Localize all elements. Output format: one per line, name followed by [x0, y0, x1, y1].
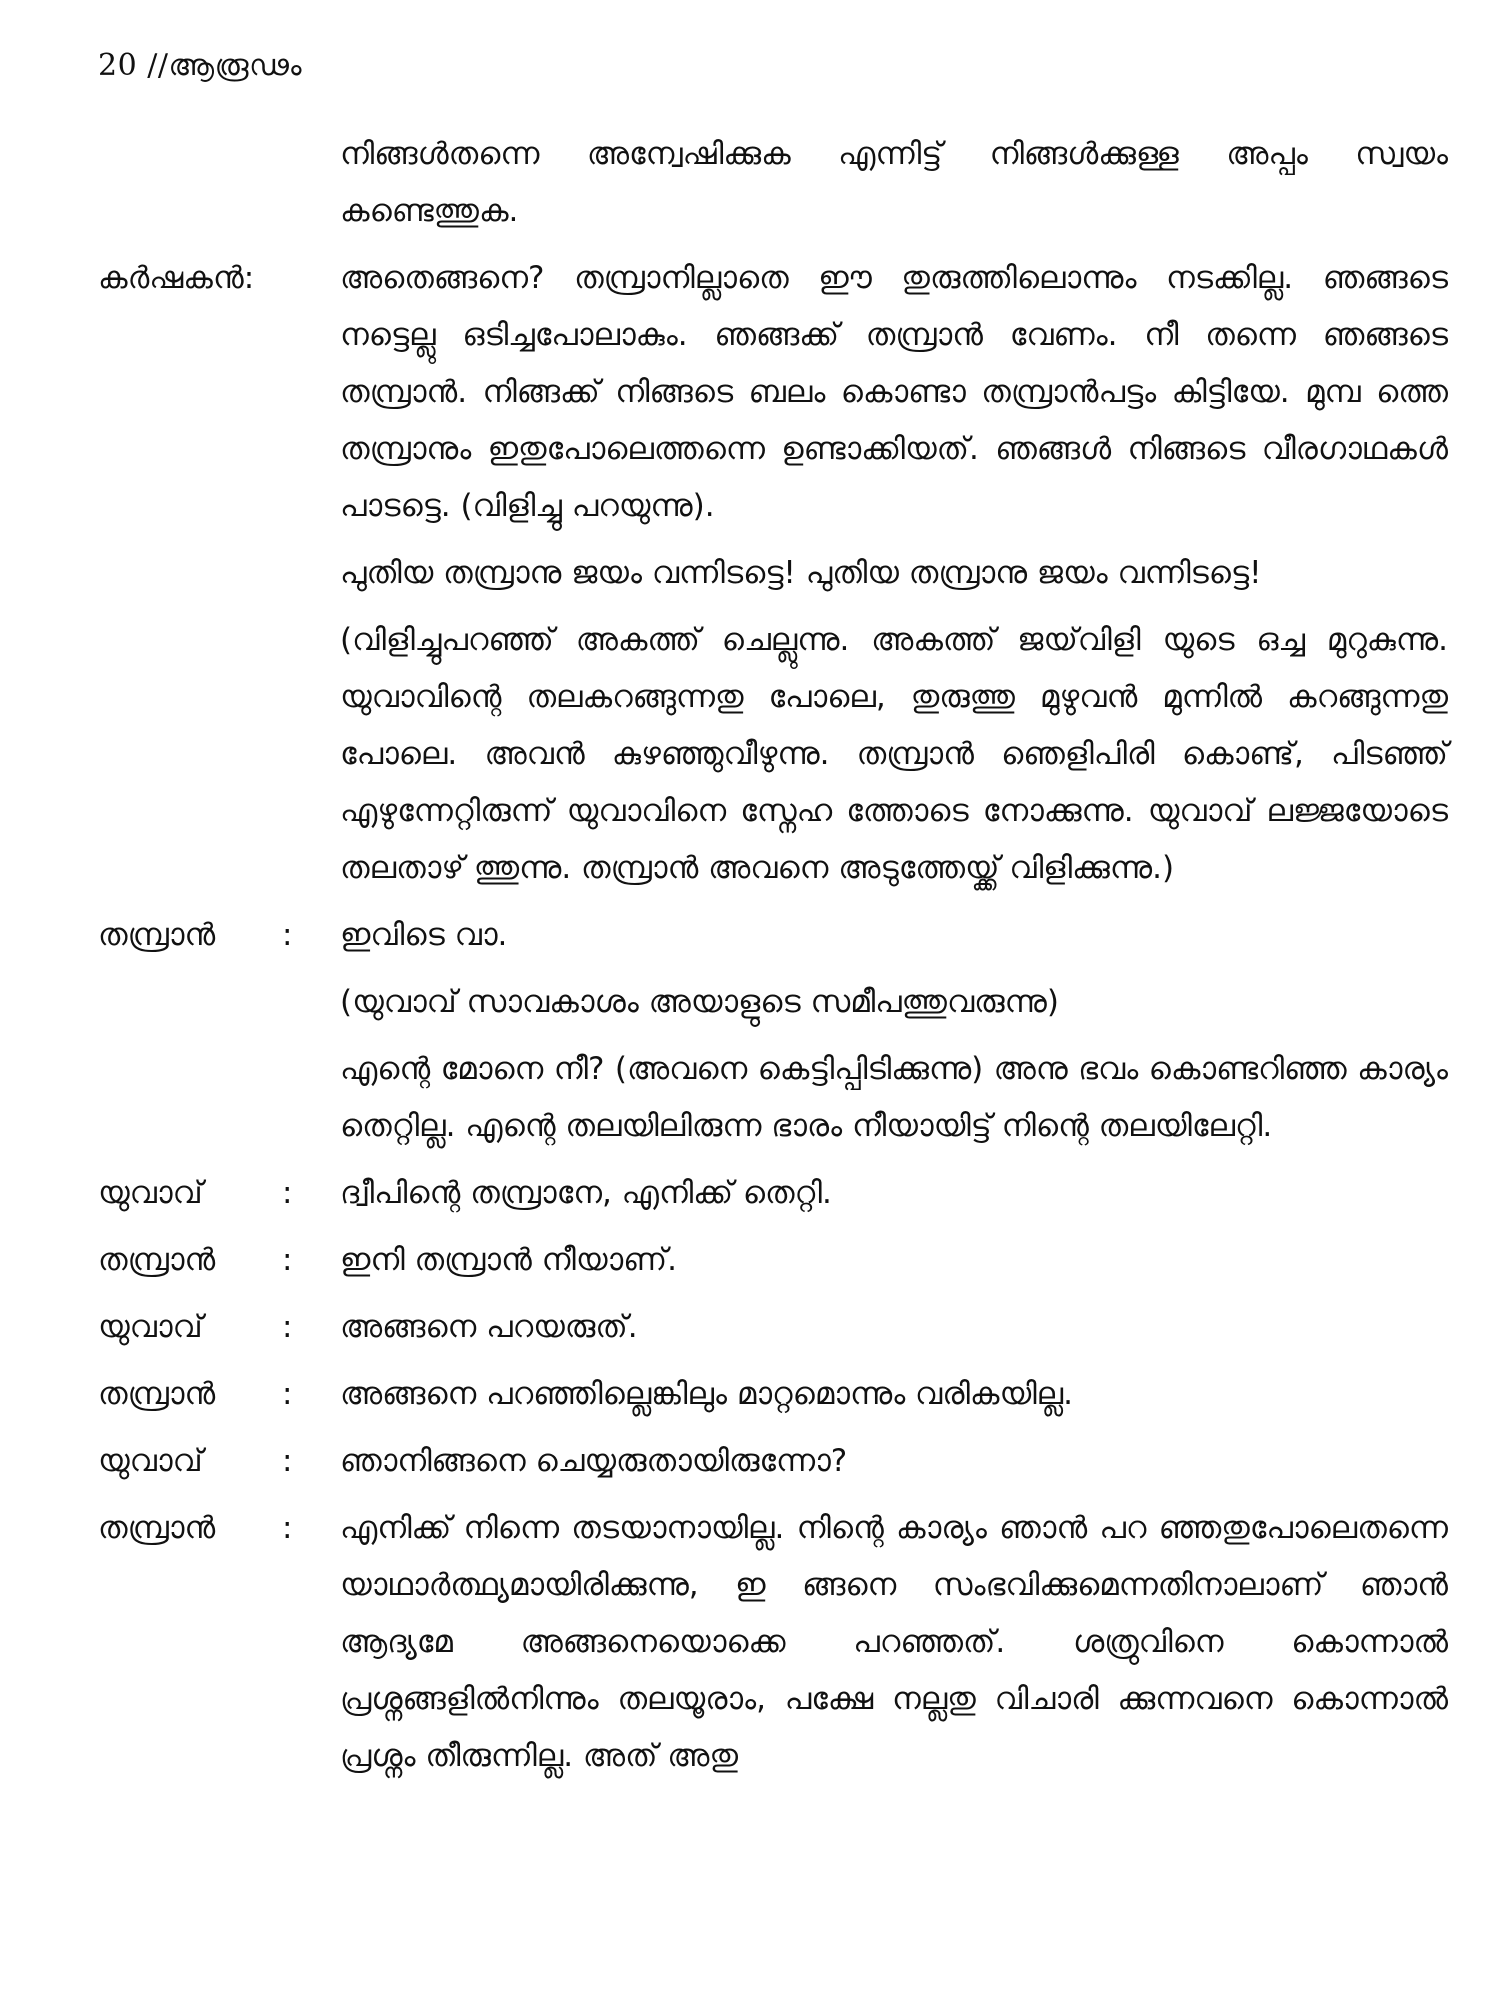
speaker-colon: :: [282, 1309, 293, 1345]
dialogue-entry-thampran: [98, 1500, 1448, 1785]
dialogue-entry-thampran: [98, 907, 1448, 964]
dialogue-entry-farmer: [98, 250, 1448, 535]
speaker-name: യുവാവ്: [98, 1175, 203, 1211]
dialogue-text: ഇവിടെ വാ.: [340, 917, 508, 953]
speaker-name: തമ്പ്രാൻ: [98, 1510, 216, 1546]
dialogue-text: അതെങ്ങനെ? തമ്പ്രാനില്ലാതെ ഈ തുരുത്തിലൊന്നും നടക്കില്ല. ഞങ്ങടെ നട്ടെല്ലു ഒടിച്ചപോലാകും. ഞങ്ങക്ക് തമ്പ്രാൻ വേണം. നീ തന്നെ ഞങ്ങടെ തമ്പ്രാൻ. നിങ്ങക്ക് നിങ്ങടെ ബലം കൊണ്ടാ തമ്പ്രാൻപട്ടം കിട്ടിയേ. മുമ്പ ത്തെ തമ്പ്രാനും ഇതുപോലെത്തന്നെ ഉണ്ടാക്കിയത്. ഞങ്ങൾ നിങ്ങടെ വീരഗാഥകൾ പാടട്ടെ. (വിളിച്ചു പറയുന്നു).: [340, 260, 1448, 524]
speaker-colon: :: [282, 917, 293, 953]
speaker-colon: :: [282, 1242, 293, 1278]
stage-direction: (യുവാവ് സാവകാശം അയാളുടെ സമീപത്തുവരുന്നു): [340, 984, 1059, 1020]
speaker-name: യുവാവ്: [98, 1309, 203, 1345]
dialogue-text: ഞാനിങ്ങനെ ചെയ്യരുതായിരുന്നോ?: [340, 1443, 848, 1479]
stage-direction: (വിളിച്ചുപറഞ്ഞ് അകത്ത് ചെല്ലുന്നു. അകത്ത് ജയ്‌വിളി യുടെ ഒച്ച മുറുകുന്നു. യുവാവിന്റെ തലകറങ്ങുന്നതു പോലെ, തുരുത്തു മുഴുവൻ മുന്നിൽ കറങ്ങുന്നതു പോലെ. അവൻ കുഴഞ്ഞുവീഴുന്നു. തമ്പ്രാൻ ഞെളിപിരി കൊണ്ട്, പിടഞ്ഞ് എഴുന്നേറ്റിരുന്ന് യുവാവിനെ സ്നേഹ ത്തോടെ നോക്കുന്നു. യുവാവ് ലജ്ജയോടെ തലതാഴ് ത്തുന്നു. തമ്പ്രാൻ അവനെ അടുത്തേയ്ക്ക് വിളിക്കുന്നു.): [340, 622, 1448, 886]
speaker-colon: :: [282, 1376, 293, 1412]
intro-paragraph: നിങ്ങൾതന്നെ അന്വേഷിക്കുക എന്നിട്ട് നിങ്ങൾക്കുള്ള അപ്പം സ്വയം കണ്ടെത്തുക.: [340, 136, 1448, 229]
speaker-name: യുവാവ്: [98, 1443, 203, 1479]
dialogue-continuation: പുതിയ തമ്പ്രാനു ജയം വന്നിടട്ടെ! പുതിയ തമ്പ്രാനു ജയം വന്നിടട്ടെ!: [340, 555, 1262, 591]
speaker-name: തമ്പ്രാൻ: [98, 1242, 216, 1278]
dialogue-text: ഇനി തമ്പ്രാൻ നീയാണ്.: [340, 1242, 677, 1278]
page-header: 20 //ആരൂഢം: [98, 48, 303, 83]
speaker-name: തമ്പ്രാൻ: [98, 1376, 216, 1412]
dialogue-text: എനിക്ക് നിന്നെ തടയാനായില്ല. നിന്റെ കാര്യം ഞാൻ പറ ഞ്ഞതുപോലെതന്നെ യാഥാർത്ഥ്യമായിരിക്കുന്നു, ഇ ങ്ങനെ സംഭവിക്കുമെന്നതിനാലാണ് ഞാൻ ആദ്യമേ അങ്ങനെയൊക്കെ പറഞ്ഞത്. ശത്രുവിനെ കൊന്നാൽ പ്രശ്നങ്ങളിൽനിന്നും തലയൂരാം, പക്ഷേ നല്ലതു വിചാരി ക്കുന്നവനെ കൊന്നാൽ പ്രശ്നം തീരുന്നില്ല. അത് അതു: [340, 1510, 1448, 1774]
speaker-colon: :: [282, 1510, 293, 1546]
page-body: [98, 126, 1448, 1795]
speaker-name: കർഷകൻ:: [98, 260, 255, 296]
speaker-colon: :: [282, 1175, 293, 1211]
dialogue-entry-youth: [98, 1165, 1448, 1222]
speaker-name: തമ്പ്രാൻ: [98, 917, 216, 953]
dialogue-continuation: എന്റെ മോനെ നീ? (അവനെ കെട്ടിപ്പിടിക്കുന്നു) അനു ഭവം കൊണ്ടറിഞ്ഞ കാര്യം തെറ്റില്ല. എന്റെ തലയിലിരുന്ന ഭാരം നീയായിട്ട് നിന്റെ തലയിലേറ്റി.: [340, 1051, 1448, 1144]
dialogue-text: അങ്ങനെ പറഞ്ഞില്ലെങ്കിലും മാറ്റമൊന്നും വരികയില്ല.: [340, 1376, 1074, 1412]
dialogue-entry-youth: [98, 1433, 1448, 1490]
speaker-colon: :: [282, 1443, 293, 1479]
dialogue-entry-thampran: [98, 1366, 1448, 1423]
dialogue-entry-youth: [98, 1299, 1448, 1356]
dialogue-text: അങ്ങനെ പറയരുത്.: [340, 1309, 638, 1345]
dialogue-entry-thampran: [98, 1232, 1448, 1289]
dialogue-text: ദ്വീപിന്റെ തമ്പ്രാനേ, എനിക്ക് തെറ്റി.: [340, 1175, 832, 1211]
